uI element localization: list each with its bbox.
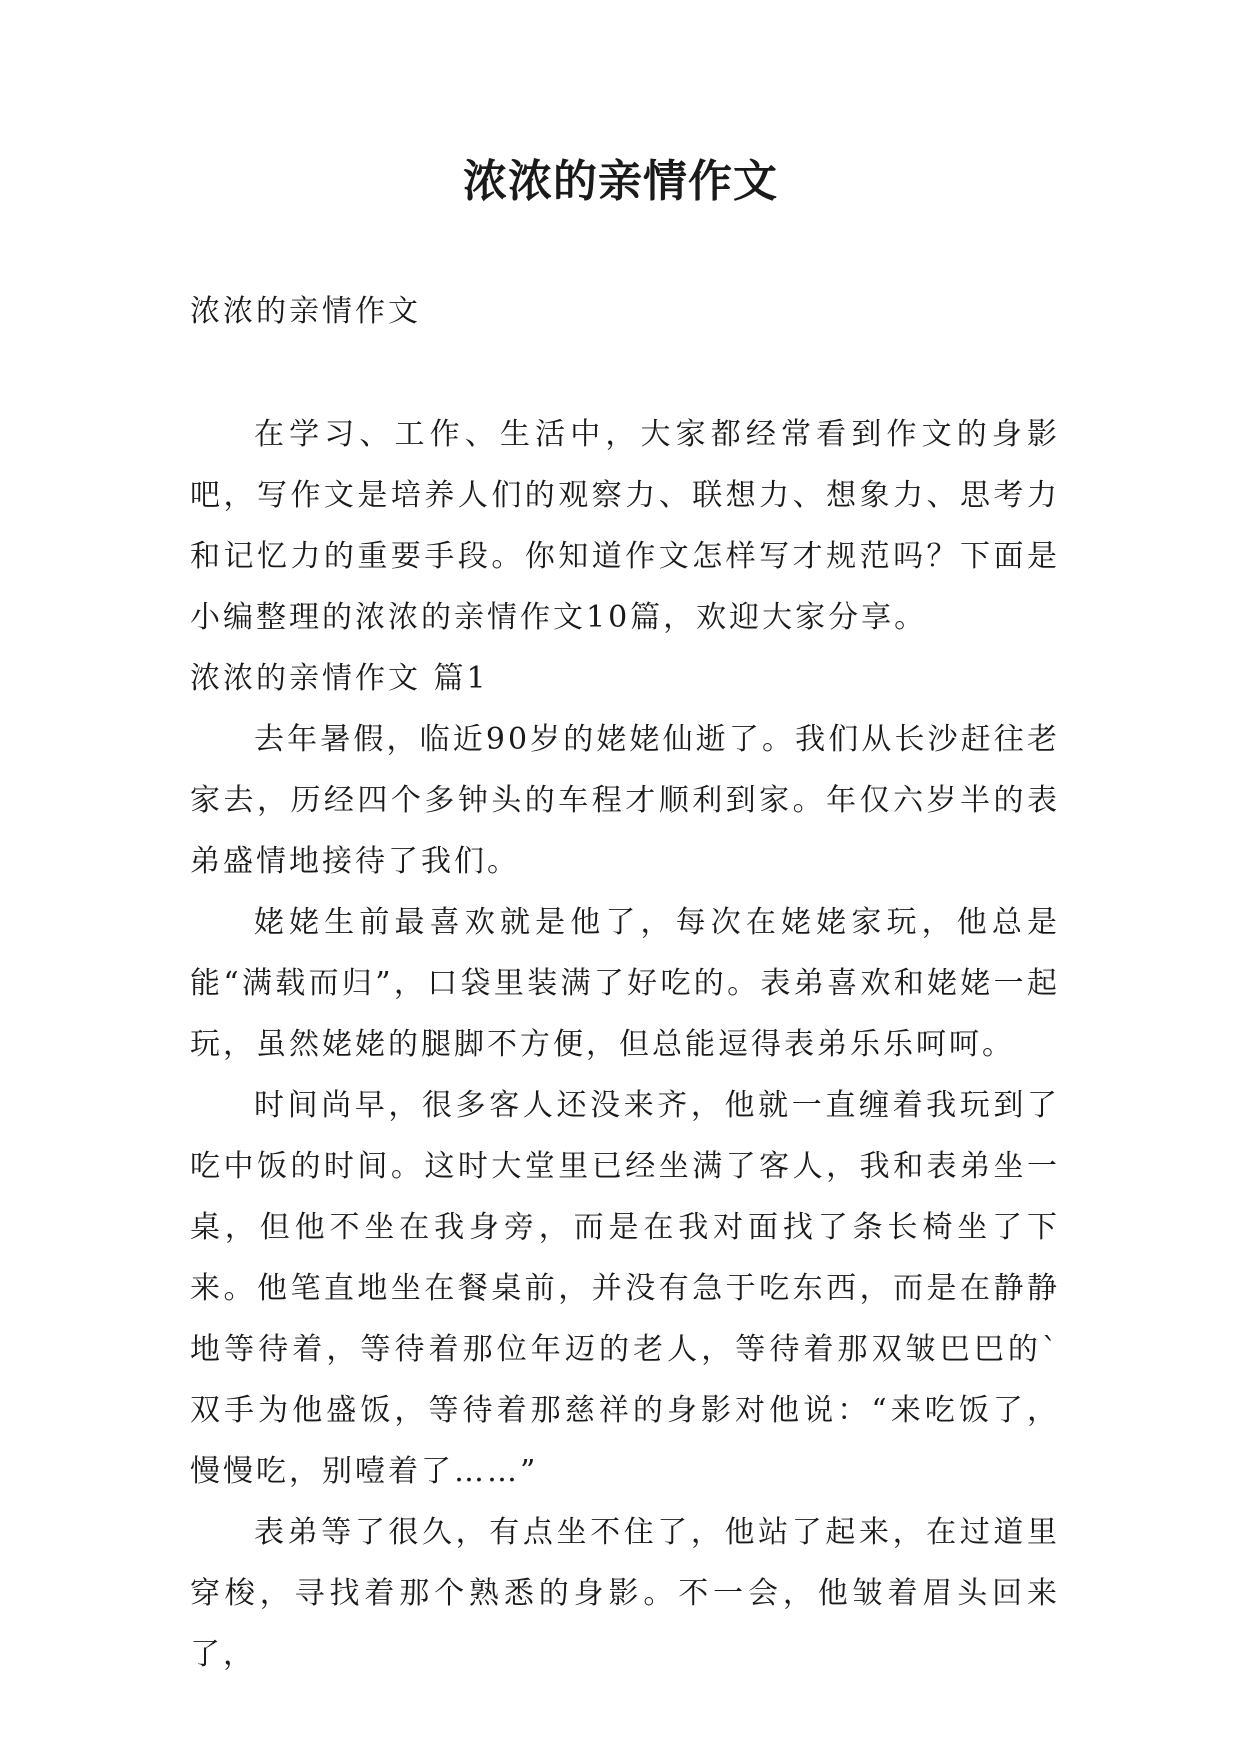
document-subtitle: 浓浓的亲情作文 <box>190 294 421 329</box>
document-body <box>190 404 1060 1685</box>
section-heading: 浓浓的亲情作文 篇1 <box>190 661 489 696</box>
document-title: 浓浓的亲情作文 <box>463 156 778 207</box>
body-paragraph: 姥姥生前最喜欢就是他了，每次在姥姥家玩，他总是能“满载而归”，口袋里装满了好吃的。表弟喜欢和姥姥一起玩，虽然姥姥的腿脚不方便，但总能逗得表弟乐乐呵呵。 <box>190 905 1060 1062</box>
body-paragraph: 表弟等了很久，有点坐不住了，他站了起来，在过道里穿梭，寻找着那个熟悉的身影。不一会，他皱着眉头回来了， <box>190 1515 1060 1672</box>
body-paragraph: 去年暑假，临近90岁的姥姥仙逝了。我们从长沙赶往老家去，历经四个多钟头的车程才顺利到家。年仅六岁半的表弟盛情地接待了我们。 <box>190 722 1060 879</box>
intro-paragraph: 在学习、工作、生活中，大家都经常看到作文的身影吧，写作文是培养人们的观察力、联想力、想象力、思考力和记忆力的重要手段。你知道作文怎样写才规范吗？下面是小编整理的浓浓的亲情作文10篇，欢迎大家分享。 <box>190 417 1060 635</box>
body-paragraph: 时间尚早，很多客人还没来齐，他就一直缠着我玩到了吃中饭的时间。这时大堂里已经坐满了客人，我和表弟坐一桌，但他不坐在我身旁，而是在我对面找了条长椅坐了下来。他笔直地坐在餐桌前，并没有急于吃东西，而是在静静地等待着，等待着那位年迈的老人，等待着那双皱巴巴的`双手为他盛饭，等待着那慈祥的身影对他说：“来吃饭了，慢慢吃，别噎着了……” <box>190 1088 1060 1489</box>
